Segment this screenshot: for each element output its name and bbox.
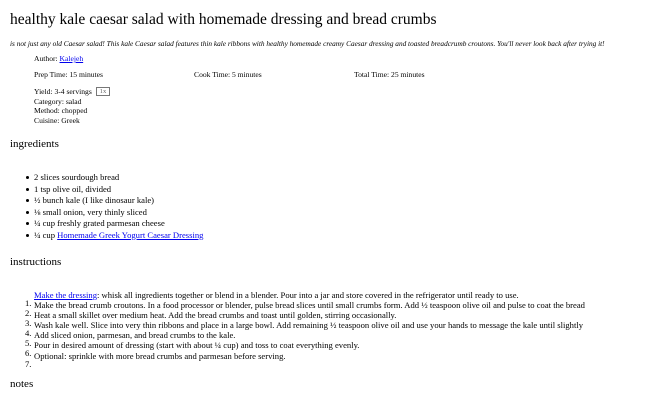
notes-heading: notes bbox=[10, 378, 34, 390]
author-label: Author: bbox=[34, 54, 60, 63]
ingredient-item: ½ bunch kale (I like dinosaur kale) bbox=[34, 195, 203, 207]
step-text: Wash kale well. Slice into very thin ribbons and place in a large bowl. Add remaining ½ teaspoon olive oil and use your hands to message the kale until slightly bbox=[34, 320, 584, 331]
method: Method: chopped bbox=[34, 106, 88, 115]
step-number: 1. bbox=[25, 298, 32, 308]
step-text: Optional: sprinkle with more bread crumbs and parmesan before serving. bbox=[34, 350, 286, 361]
recipe-summary: is not just any old Caesar salad! This kale Caesar salad features thin kale ribbons with healthy homemade creamy Caesar dressing and toasted breadcrumb croutons. You'll never look back after trying it! bbox=[10, 39, 605, 48]
ingredients-heading: ingredients bbox=[10, 138, 59, 150]
make-dressing-link[interactable]: Make the dressing bbox=[34, 290, 98, 300]
category: Category: salad bbox=[34, 96, 82, 106]
step-number: 3. bbox=[25, 318, 32, 329]
ingredient-item: ¼ cup freshly grated parmesan cheese bbox=[34, 218, 203, 230]
prep-time: Prep Time: 15 minutes bbox=[34, 69, 103, 79]
instruction-step bbox=[25, 350, 640, 369]
step-number: 7. bbox=[25, 358, 32, 369]
step-text: Make the bread crumb croutons. In a food processor or blender, pulse bread slices until small crumbs form. Add ½ teaspoon olive oil and pulse to coat the bread bbox=[34, 300, 585, 311]
ingredient-item bbox=[34, 230, 203, 242]
time-row bbox=[34, 70, 634, 80]
author-row bbox=[34, 54, 634, 64]
dressing-recipe-link[interactable]: Homemade Greek Yogurt Caesar Dressing bbox=[57, 229, 204, 240]
step-number: 6. bbox=[25, 348, 32, 359]
step-number: 2. bbox=[25, 308, 32, 319]
step-text: Heat a small skillet over medium heat. Add the bread crumbs and toast until golden, stirring occasionally. bbox=[34, 310, 397, 321]
ingredient-item: 1 tsp olive oil, divided bbox=[34, 184, 203, 196]
step-text: Pour in desired amount of dressing (start with about ¼ cup) and toss to coat everything evenly. bbox=[34, 340, 360, 351]
step-text: Add sliced onion, parmesan, and bread crumbs to the kale. bbox=[34, 330, 236, 341]
total-time: Total Time: 25 minutes bbox=[354, 69, 425, 79]
step-text: : whisk all ingredients together or blend in a blender. Pour into a jar and store covered in the refrigerator until ready to use. bbox=[97, 290, 519, 300]
yield-text: Yield: 3-4 servings bbox=[34, 87, 92, 96]
serving-multiplier-button[interactable]: 1x bbox=[96, 87, 111, 96]
cuisine: Cuisine: Greek bbox=[34, 115, 80, 125]
step-number: 5. bbox=[25, 338, 32, 349]
step-number: 4. bbox=[25, 328, 32, 339]
cook-time: Cook Time: 5 minutes bbox=[194, 69, 262, 79]
yield-row bbox=[34, 87, 634, 97]
instructions-list bbox=[25, 290, 640, 369]
recipe-meta bbox=[34, 54, 634, 125]
author-link[interactable]: Kalejeh bbox=[59, 54, 84, 63]
ingredient-item: 2 slices sourdough bread bbox=[34, 172, 203, 184]
ingredient-item-prefix: ¼ cup bbox=[34, 229, 58, 240]
ingredient-item: ⅛ small onion, very thinly sliced bbox=[34, 207, 203, 219]
recipe-title: healthy kale caesar salad with homemade dressing and bread crumbs bbox=[10, 11, 437, 28]
instructions-heading: instructions bbox=[10, 256, 62, 268]
ingredients-list bbox=[34, 172, 203, 241]
